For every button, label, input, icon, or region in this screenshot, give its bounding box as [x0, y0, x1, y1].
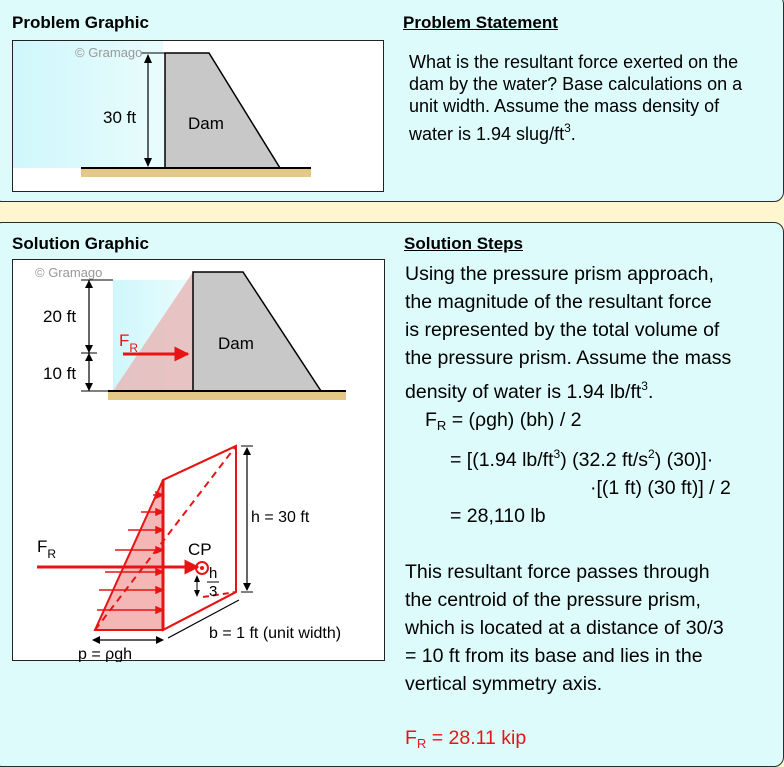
- solution-graphic-title: Solution Graphic: [12, 234, 149, 253]
- force-label: $F_R$: [119, 331, 139, 355]
- height-label: 30 ft: [103, 108, 137, 127]
- final-answer: $F_R = 28.11$ kip: [405, 727, 527, 751]
- fraction-numerator: h: [209, 565, 218, 582]
- solution-diagram: [13, 260, 386, 662]
- fraction-denominator: 3: [209, 583, 218, 600]
- prism-b-label: b = 1 ft (unit width): [209, 625, 342, 642]
- step-line: the centroid of the pressure prism,: [405, 589, 701, 611]
- step-line: is represented by the total volume of: [405, 319, 720, 341]
- step-line: which is located at a distance of 30/3: [405, 617, 724, 639]
- bottom-height-label: 10 ft: [43, 364, 77, 383]
- ground: [81, 168, 311, 177]
- dam-label: Dam: [188, 114, 224, 133]
- solution-graphic: [12, 259, 385, 661]
- problem-graphic: [12, 40, 384, 192]
- water-region: [13, 41, 165, 168]
- prism-right-face: [163, 446, 236, 630]
- step-line: = 10 ft from its base and lies in the: [405, 645, 703, 667]
- watermark: © Gramago: [75, 45, 143, 60]
- dam-shape: [193, 272, 321, 391]
- step-line: Using the pressure prism approach,: [405, 263, 714, 285]
- prism-front-face: [95, 480, 163, 630]
- problem-dam-diagram: [13, 41, 385, 193]
- step-line: This resultant force passes through: [405, 561, 710, 583]
- prism-p-label: p = ρgh: [78, 646, 133, 662]
- equation-line-3: ·[(1 ft) (30 ft)] / 2: [590, 477, 731, 499]
- equation-line-1: $F_R = (\rho gh)$ (bh) / 2: [425, 409, 582, 433]
- dam-label: Dam: [218, 334, 254, 353]
- cp-label: CP: [188, 540, 212, 559]
- equation-line-4: = 28,110 lb: [450, 505, 546, 527]
- dam-shape: [165, 53, 280, 168]
- step-line: vertical symmetry axis.: [405, 673, 603, 695]
- step-line: the pressure prism. Assume the mass: [405, 347, 732, 369]
- step-line: density of water is 1.94 $lb/ft^3$.: [405, 379, 654, 403]
- problem-graphic-title: Problem Graphic: [12, 13, 149, 32]
- cp-force-label: $F_R$: [37, 537, 57, 561]
- top-height-label: 20 ft: [43, 307, 77, 326]
- equation-line-2: = [(1.94 $lb/ft^3$) (32.2 $ft/s^2$) (30)]·: [450, 447, 714, 471]
- ground: [108, 391, 346, 400]
- solution-steps-title: Solution Steps: [404, 234, 523, 253]
- solution-steps: [405, 260, 780, 758]
- watermark: © Gramago: [35, 265, 103, 280]
- step-line: the magnitude of the resultant force: [405, 291, 712, 313]
- prism-h-label: h = 30 ft: [251, 509, 310, 526]
- problem-statement-title: Problem Statement: [403, 13, 558, 32]
- problem-statement-text: What is the resultant force exerted on the dam by the water? Base calculations on a unit width. Assume the mass density of water is 1.94 slug/$ft^3$.: [409, 52, 743, 144]
